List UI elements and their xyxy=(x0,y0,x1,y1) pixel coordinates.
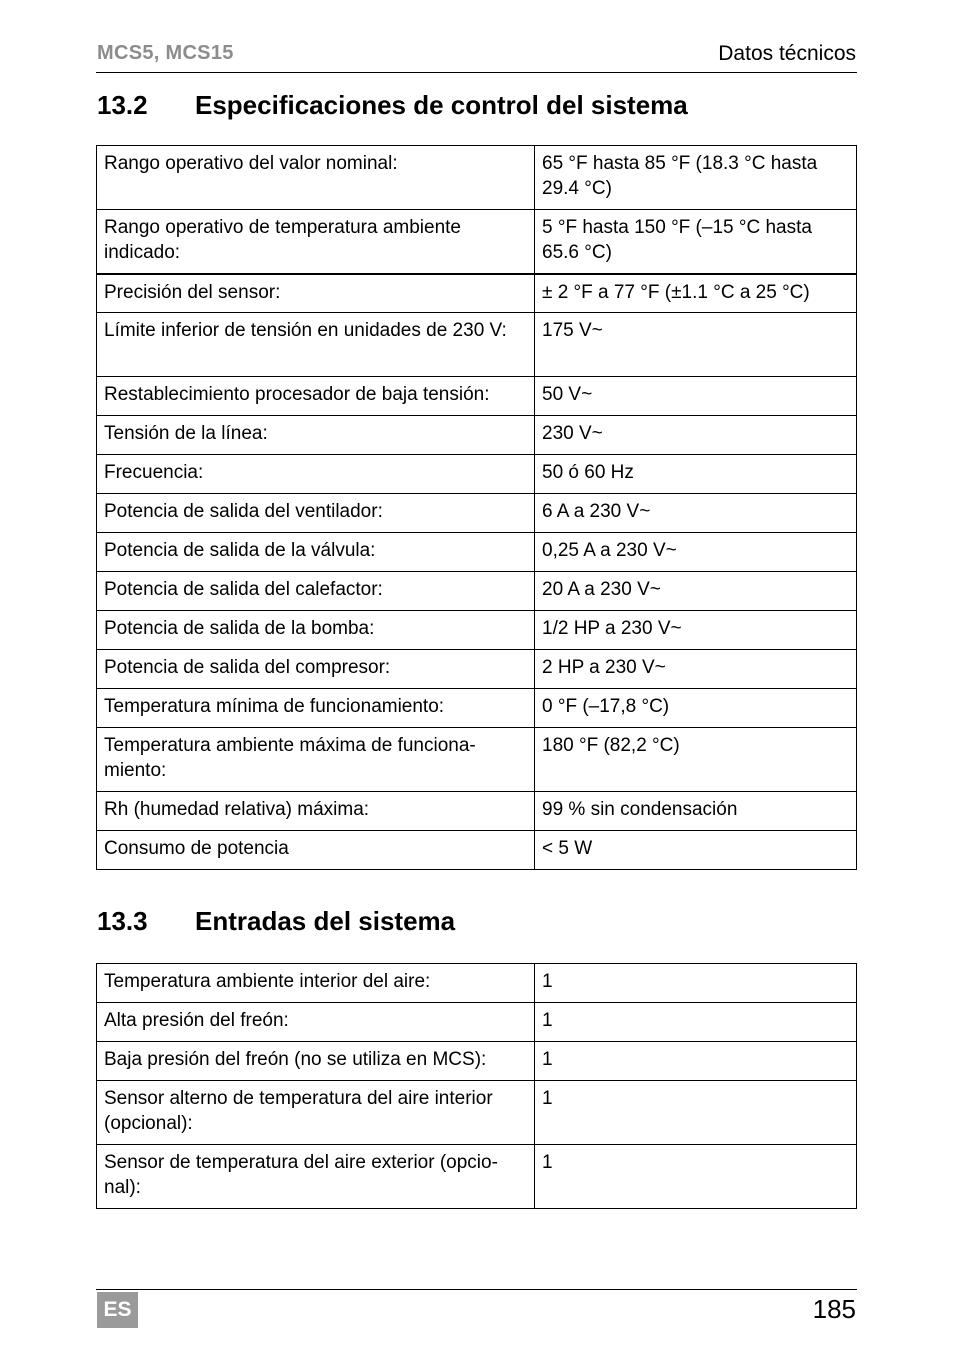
section-title: Especificaciones de control del sistema xyxy=(195,90,688,120)
section-heading-13-3 xyxy=(97,906,455,937)
language-badge: ES xyxy=(97,1292,138,1328)
input-value: 1 xyxy=(535,1003,857,1042)
table-row xyxy=(97,533,857,572)
table-row xyxy=(97,416,857,455)
table-row xyxy=(97,611,857,650)
table-row xyxy=(97,831,857,870)
system-control-specs-table xyxy=(96,145,857,870)
product-name: MCS5, MCS15 xyxy=(97,42,234,64)
spec-label: Temperatura mínima de funcionamiento: xyxy=(97,689,535,728)
page-number: 185 xyxy=(812,1294,856,1324)
table-row xyxy=(97,650,857,689)
spec-label: Rango operativo del valor nominal: xyxy=(97,146,535,210)
table-row xyxy=(97,1081,857,1145)
table-row xyxy=(97,964,857,1003)
spec-label: Rh (humedad relativa) máxima: xyxy=(97,792,535,831)
spec-value: < 5 W xyxy=(535,831,857,870)
spec-value: 175 V~ xyxy=(535,313,857,377)
spec-label: Rango operativo de temperatura ambiente indicado: xyxy=(97,210,535,274)
input-value: 1 xyxy=(535,1042,857,1081)
spec-value: 50 ó 60 Hz xyxy=(535,455,857,494)
input-value: 1 xyxy=(535,1081,857,1145)
chapter-title: Datos técnicos xyxy=(718,42,856,65)
spec-value: 99 % sin condensación xyxy=(535,792,857,831)
input-label: Temperatura ambiente interior del aire: xyxy=(97,964,535,1003)
input-label: Alta presión del freón: xyxy=(97,1003,535,1042)
spec-value: 20 A a 230 V~ xyxy=(535,572,857,611)
section-heading-13-2 xyxy=(97,90,688,121)
table-row xyxy=(97,210,857,274)
spec-label: Restablecimiento procesador de baja tensión: xyxy=(97,377,535,416)
footer-divider xyxy=(96,1289,857,1290)
table-row xyxy=(97,1003,857,1042)
spec-value: 1/2 HP a 230 V~ xyxy=(535,611,857,650)
spec-label: Potencia de salida del calefactor: xyxy=(97,572,535,611)
spec-label: Precisión del sensor: xyxy=(97,274,535,313)
spec-value: 0 °F (–17,8 °C) xyxy=(535,689,857,728)
spec-label: Frecuencia: xyxy=(97,455,535,494)
table-row xyxy=(97,689,857,728)
table-row xyxy=(97,728,857,792)
spec-label: Consumo de potencia xyxy=(97,831,535,870)
spec-value: 230 V~ xyxy=(535,416,857,455)
spec-label: Tensión de la línea: xyxy=(97,416,535,455)
spec-label: Potencia de salida de la bomba: xyxy=(97,611,535,650)
spec-label: Temperatura ambiente máxima de funciona-miento: xyxy=(97,728,535,792)
input-value: 1 xyxy=(535,1145,857,1209)
table-row xyxy=(97,274,857,313)
table-row xyxy=(97,494,857,533)
table-row xyxy=(97,1145,857,1209)
table-row xyxy=(97,455,857,494)
input-label: Sensor de temperatura del aire exterior (opcio-nal): xyxy=(97,1145,535,1209)
spec-label: Límite inferior de tensión en unidades de 230 V: xyxy=(97,313,535,377)
system-inputs-table xyxy=(96,963,857,1209)
spec-value: ± 2 °F a 77 °F (±1.1 °C a 25 °C) xyxy=(535,274,857,313)
spec-value: 180 °F (82,2 °C) xyxy=(535,728,857,792)
spec-value: 50 V~ xyxy=(535,377,857,416)
table-row xyxy=(97,377,857,416)
table-row xyxy=(97,1042,857,1081)
spec-label: Potencia de salida del compresor: xyxy=(97,650,535,689)
input-label: Baja presión del freón (no se utiliza en MCS): xyxy=(97,1042,535,1081)
spec-value: 2 HP a 230 V~ xyxy=(535,650,857,689)
section-title: Entradas del sistema xyxy=(195,906,456,936)
table-row xyxy=(97,313,857,377)
spec-value: 0,25 A a 230 V~ xyxy=(535,533,857,572)
table-row xyxy=(97,146,857,210)
spec-label: Potencia de salida de la válvula: xyxy=(97,533,535,572)
header-divider xyxy=(96,72,857,73)
spec-label: Potencia de salida del ventilador: xyxy=(97,494,535,533)
input-value: 1 xyxy=(535,964,857,1003)
table-row xyxy=(97,572,857,611)
input-label: Sensor alterno de temperatura del aire interior (opcional): xyxy=(97,1081,535,1145)
spec-value: 5 °F hasta 150 °F (–15 °C hasta 65.6 °C) xyxy=(535,210,857,274)
section-number: 13.2 xyxy=(97,90,148,120)
spec-value: 6 A a 230 V~ xyxy=(535,494,857,533)
spec-value: 65 °F hasta 85 °F (18.3 °C hasta 29.4 °C) xyxy=(535,146,857,210)
section-number: 13.3 xyxy=(97,906,148,936)
table-row xyxy=(97,792,857,831)
